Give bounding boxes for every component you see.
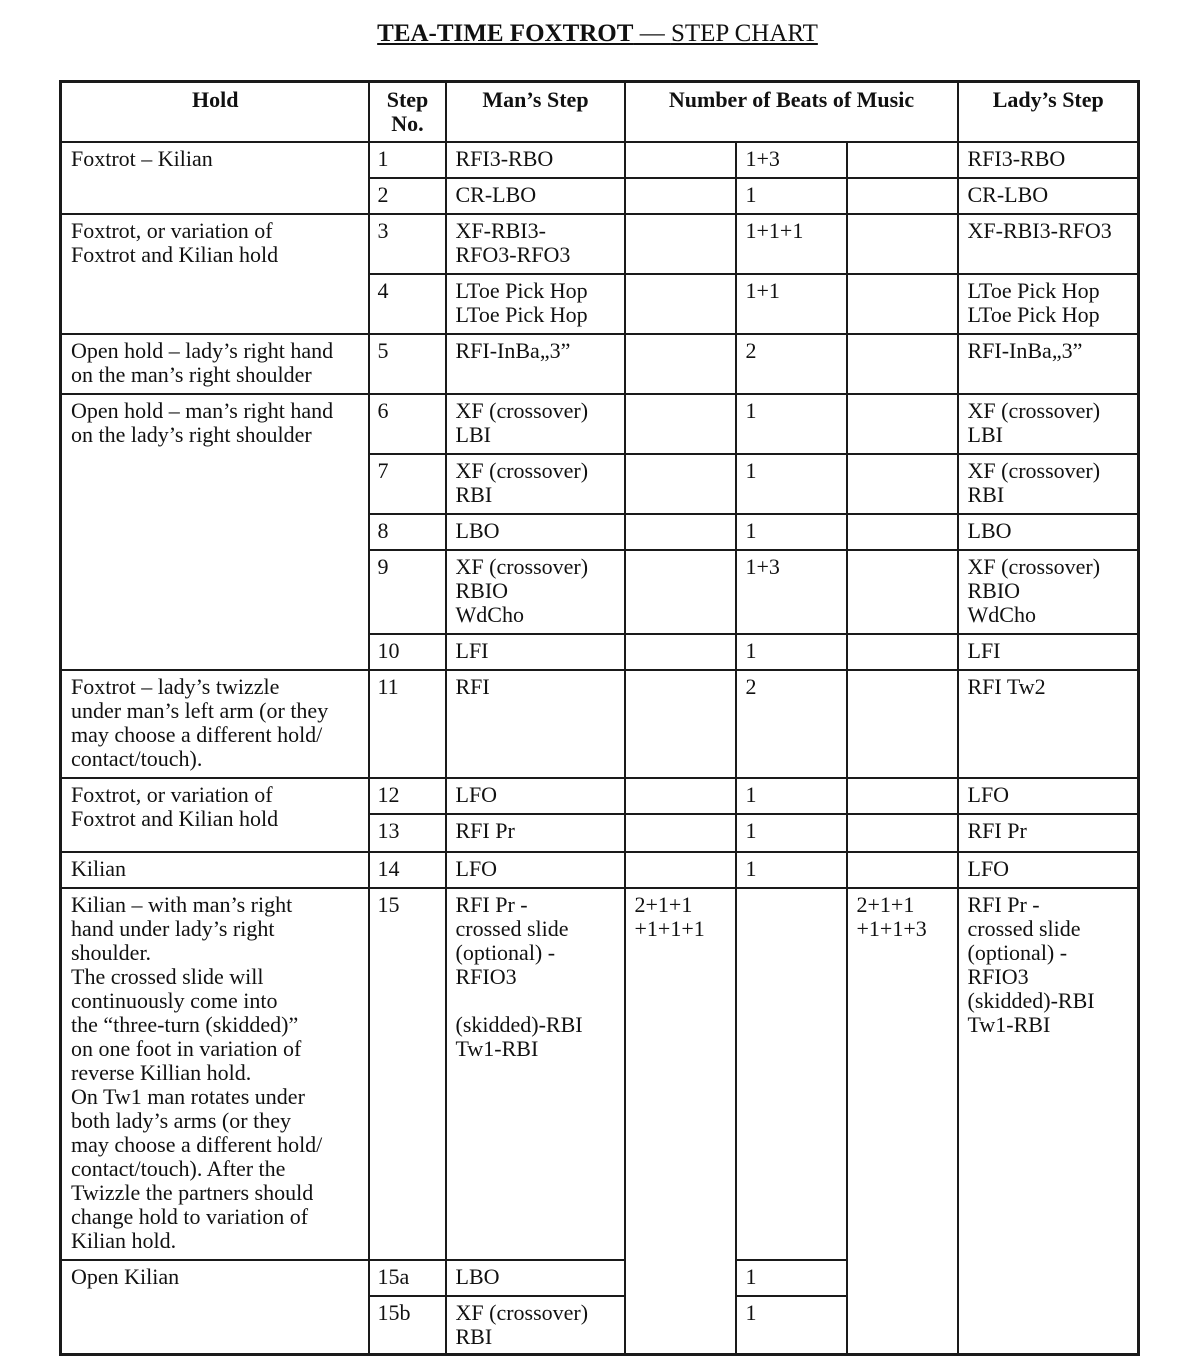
beats-value: 1	[736, 514, 847, 550]
step-number: 15	[369, 888, 446, 1260]
ladys-step: LFO	[958, 852, 1139, 888]
beats-empty	[625, 142, 736, 178]
beats-value: 1	[736, 634, 847, 670]
beats-empty	[625, 274, 736, 334]
table-row	[61, 888, 1139, 1260]
beats-value: 1	[736, 454, 847, 514]
hold-cell: Open hold – lady’s right hand on the man’s right shoulder	[61, 334, 369, 394]
hold-cell: Open Kilian	[61, 1260, 369, 1354]
step-number: 1	[369, 142, 446, 178]
mans-step: CR-LBO	[446, 178, 625, 214]
mans-step-part-a: RFI Pr - crossed slide (optional) - RFIO3	[455, 892, 569, 990]
step-number: 4	[369, 274, 446, 334]
mans-step: LBO	[446, 514, 625, 550]
ladys-step: RFI Pr - crossed slide (optional) - RFIO3 (skidded)-RBI Tw1-RBI	[958, 888, 1139, 1354]
mans-step: LFO	[446, 778, 625, 814]
ladys-step: CR-LBO	[958, 178, 1139, 214]
table-row	[61, 142, 1139, 178]
step-number: 7	[369, 454, 446, 514]
ladys-step: RFI3-RBO	[958, 142, 1139, 178]
hold-cell: Kilian – with man’s right hand under lady’s right shoulder. The crossed slide will continuously come into the “three-turn (skidded)” on one foot in variation of reverse Killian hold. On Tw1 man rotates under both lady’s arms (or they may choose a different hold/ contact/touch). After the Twizzle the partners should change hold to variation of Kilian hold.	[61, 888, 369, 1260]
mans-step-part-b: (skidded)-RBI Tw1-RBI	[455, 1012, 583, 1062]
beats-value: 1	[736, 394, 847, 454]
step-number: 15a	[369, 1260, 446, 1296]
beats-empty	[625, 814, 736, 852]
ladys-step: LToe Pick Hop LToe Pick Hop	[958, 274, 1139, 334]
beats-empty	[625, 454, 736, 514]
mans-step: LBO	[446, 1260, 625, 1296]
beats-empty	[625, 670, 736, 778]
beats-value: 1+3	[736, 550, 847, 634]
beats-value: 1	[736, 814, 847, 852]
mans-step: LFI	[446, 634, 625, 670]
beats-value: 1+3	[736, 142, 847, 178]
title-subtitle: STEP CHART	[670, 20, 818, 47]
beats-empty	[847, 334, 958, 394]
step-number: 8	[369, 514, 446, 550]
ladys-step: LBO	[958, 514, 1139, 550]
beats-empty	[625, 178, 736, 214]
line-gap	[456, 989, 616, 1013]
table-row	[61, 670, 1139, 778]
mans-step: XF (crossover) RBIO WdCho	[446, 550, 625, 634]
hold-cell: Kilian	[61, 852, 369, 888]
ladys-step: XF (crossover) LBI	[958, 394, 1139, 454]
ladys-step: LFI	[958, 634, 1139, 670]
step-number: 6	[369, 394, 446, 454]
mans-step: LToe Pick Hop LToe Pick Hop	[446, 274, 625, 334]
beats-empty	[847, 514, 958, 550]
mans-step: LFO	[446, 852, 625, 888]
beats-value: 1+1	[736, 274, 847, 334]
ladys-step: RFI-InBa„3”	[958, 334, 1139, 394]
hold-cell: Foxtrot – Kilian	[61, 142, 369, 214]
header-ladys-step: Lady’s Step	[958, 82, 1139, 142]
beats-empty	[847, 670, 958, 778]
beats-empty	[847, 178, 958, 214]
step-number: 3	[369, 214, 446, 274]
header-beats: Number of Beats of Music	[625, 82, 958, 142]
ladys-step: XF-RBI3-RFO3	[958, 214, 1139, 274]
beats-empty	[625, 550, 736, 634]
mans-step: XF (crossover) RBI	[446, 1296, 625, 1354]
mans-step: XF (crossover) RBI	[446, 454, 625, 514]
ladys-step: RFI Pr	[958, 814, 1139, 852]
hold-cell: Foxtrot, or variation of Foxtrot and Kilian hold	[61, 214, 369, 334]
header-row	[61, 82, 1139, 142]
mans-step: RFI3-RBO	[446, 142, 625, 178]
header-mans-step: Man’s Step	[446, 82, 625, 142]
beats-value: 1	[736, 178, 847, 214]
step-number: 15b	[369, 1296, 446, 1354]
beats-empty	[847, 274, 958, 334]
mans-step: RFI-InBa„3”	[446, 334, 625, 394]
header-step-no: Step No.	[369, 82, 446, 142]
beats-empty	[847, 214, 958, 274]
step-chart-table	[59, 80, 1140, 1356]
beats-lady: 2+1+1 +1+1+3	[847, 888, 958, 1354]
beats-empty	[625, 394, 736, 454]
mans-step: RFI	[446, 670, 625, 778]
beats-empty	[625, 334, 736, 394]
beats-man: 2+1+1 +1+1+1	[625, 888, 736, 1354]
hold-cell: Open hold – man’s right hand on the lady’s right shoulder	[61, 394, 369, 670]
beats-empty	[847, 142, 958, 178]
hold-cell: Foxtrot – lady’s twizzle under man’s left arm (or they may choose a different hold/ contact/touch).	[61, 670, 369, 778]
beats-empty	[736, 888, 847, 1260]
beats-empty	[847, 778, 958, 814]
table-row	[61, 394, 1139, 454]
beats-empty	[847, 852, 958, 888]
ladys-step: RFI Tw2	[958, 670, 1139, 778]
beats-empty	[847, 454, 958, 514]
beats-empty	[847, 634, 958, 670]
beats-empty	[625, 214, 736, 274]
step-number: 12	[369, 778, 446, 814]
beats-value: 1	[736, 1260, 847, 1296]
beats-value: 1	[736, 852, 847, 888]
mans-step: XF (crossover) LBI	[446, 394, 625, 454]
mans-step: RFI Pr	[446, 814, 625, 852]
ladys-step: LFO	[958, 778, 1139, 814]
ladys-step: XF (crossover) RBIO WdCho	[958, 550, 1139, 634]
beats-empty	[625, 634, 736, 670]
title-main: TEA-TIME FOXTROT	[377, 20, 634, 47]
step-number: 14	[369, 852, 446, 888]
table-row	[61, 778, 1139, 814]
beats-value: 1+1+1	[736, 214, 847, 274]
step-number: 10	[369, 634, 446, 670]
beats-empty	[625, 778, 736, 814]
beats-empty	[625, 514, 736, 550]
hold-cell: Foxtrot, or variation of Foxtrot and Kilian hold	[61, 778, 369, 852]
step-number: 5	[369, 334, 446, 394]
table-row	[61, 852, 1139, 888]
step-number: 13	[369, 814, 446, 852]
beats-empty	[847, 394, 958, 454]
step-number: 2	[369, 178, 446, 214]
table-row	[61, 334, 1139, 394]
beats-value: 2	[736, 334, 847, 394]
beats-empty	[847, 550, 958, 634]
table-row	[61, 214, 1139, 274]
step-number: 11	[369, 670, 446, 778]
header-hold: Hold	[61, 82, 369, 142]
mans-step	[446, 888, 625, 1260]
beats-value: 1	[736, 778, 847, 814]
beats-empty	[625, 852, 736, 888]
step-number: 9	[369, 550, 446, 634]
beats-value: 2	[736, 670, 847, 778]
mans-step: XF-RBI3- RFO3-RFO3	[446, 214, 625, 274]
page-title	[0, 18, 1195, 50]
beats-empty	[847, 814, 958, 852]
title-dash: —	[633, 20, 671, 47]
beats-value: 1	[736, 1296, 847, 1354]
ladys-step: XF (crossover) RBI	[958, 454, 1139, 514]
